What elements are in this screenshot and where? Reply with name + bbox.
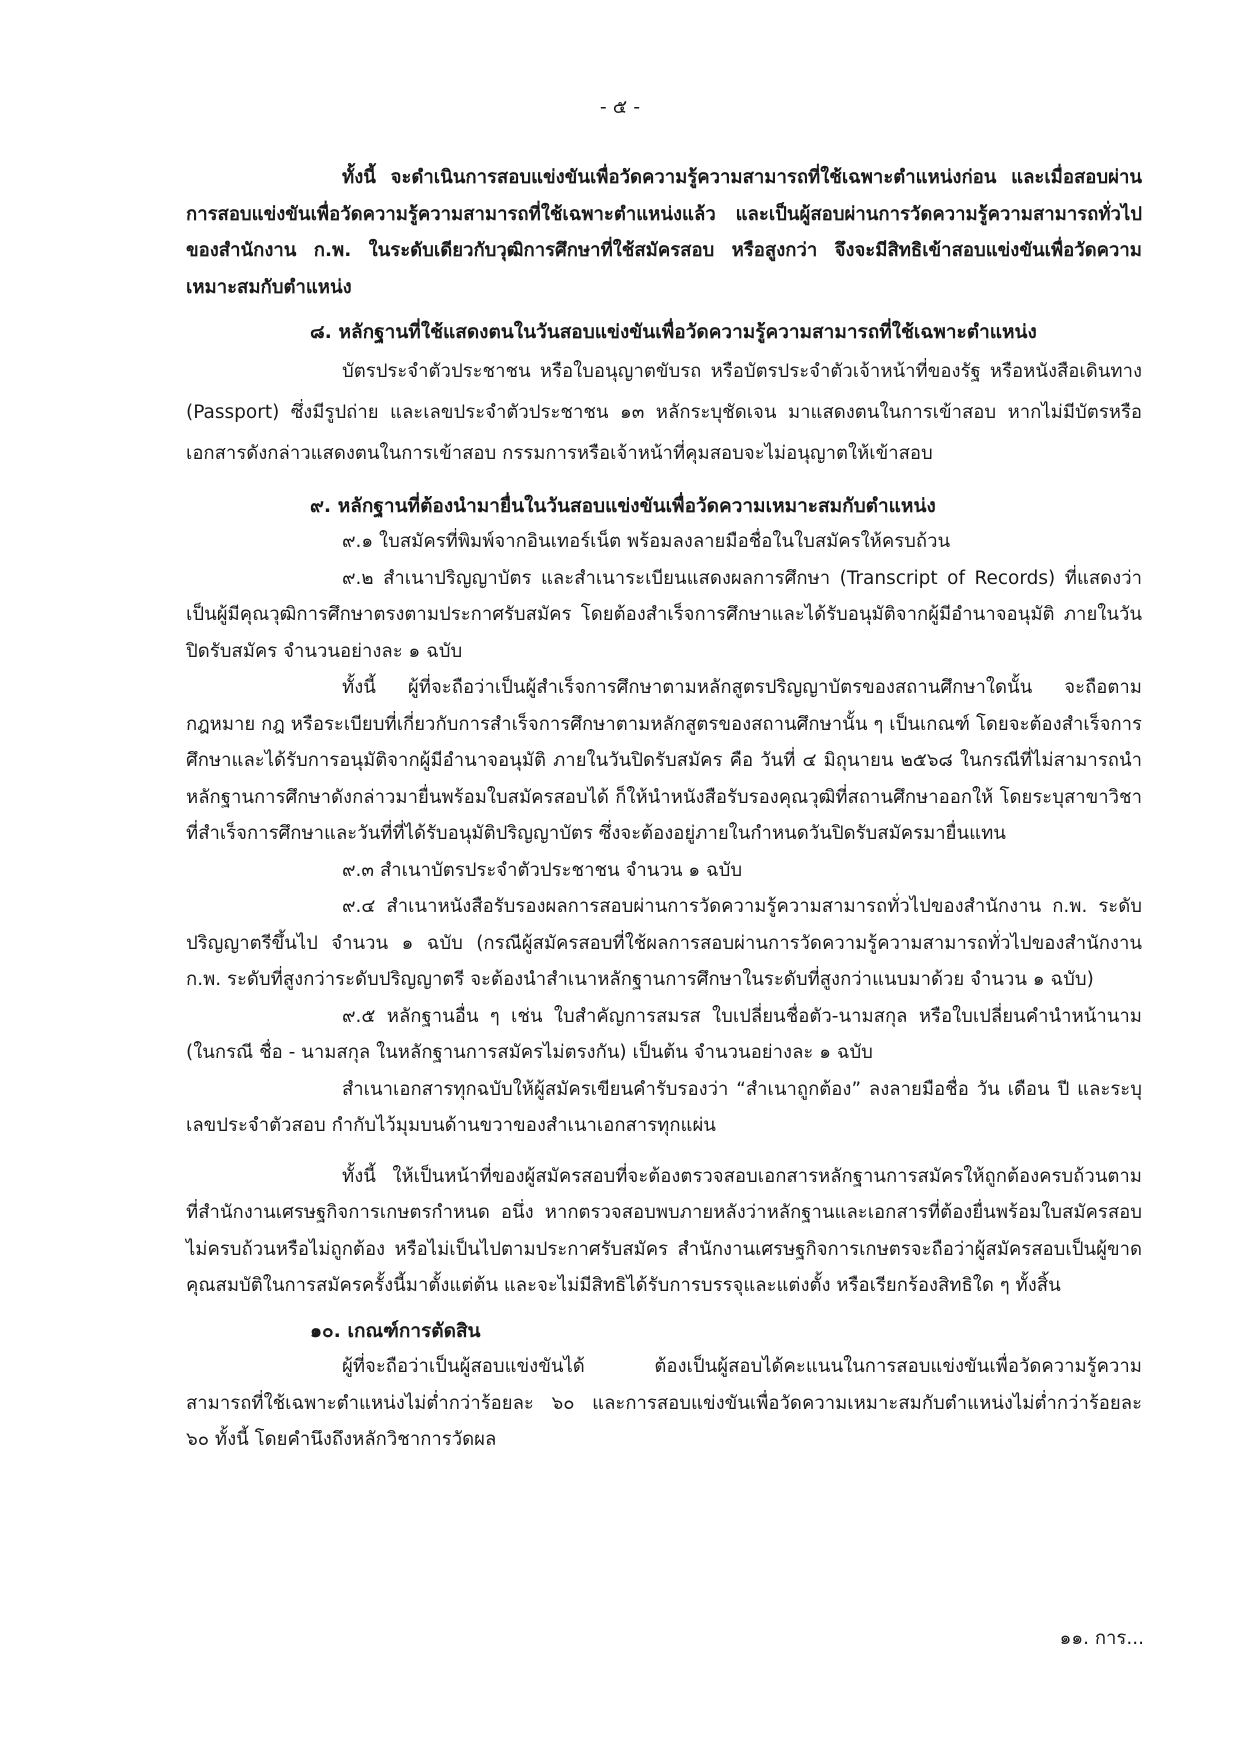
section-9-item-4: ๙.๔ สำเนาหนังสือรับรองผลการสอบผ่านการวัดความรู้ความสามารถทั่วไปของสำนักงาน ก.พ. ระดับปริญญาตรีขึ้นไป จำนวน ๑ ฉบับ (กรณีผู้สมัครสอบที่ใช้ผลการสอบผ่านการวัดความรู้ความสามารถทั่วไปของสำนักงาน ก.พ. ระดับที่สูงกว่าระดับปริญญาตรี จะต้องนำสำเนาหลักฐานการศึกษาในระดับที่สูงกว่าแนบมาด้วย จำนวน ๑ ฉบับ) (186, 896, 1142, 990)
section-8-heading: ๘. หลักฐานที่ใช้แสดงตนในวันสอบแข่งขันเพื่อวัดความรู้ความสามารถที่ใช้เฉพาะตำแหน่ง (310, 321, 1037, 343)
section-9-responsibility: ทั้งนี้ ให้เป็นหน้าที่ของผู้สมัครสอบที่จะต้องตรวจสอบเอกสารหลักฐานการสมัครให้ถูกต้องครบถ้วนตามที่สำนักงานเศรษฐกิจการเกษตรกำหนด อนึ่ง หากตรวจสอบพบภายหลังว่าหลักฐานและเอกสารที่ต้องยื่นพร้อมใบสมัครสอบไม่ครบถ้วนหรือไม่ถูกต้อง หรือไม่เป็นไปตามประกาศรับสมัคร สำนักงานเศรษฐกิจการเกษตรจะถือว่าผู้สมัครสอบเป็นผู้ขาดคุณสมบัติในการสมัครครั้งนี้มาตั้งแต่ต้น และจะไม่มีสิทธิได้รับการบรรจุและแต่งตั้ง หรือเรียกร้องสิทธิใด ๆ ทั้งสิ้น (186, 1165, 1142, 1296)
next-page-marker: ๑๑. การ... (1059, 1628, 1144, 1649)
section-9-certify: สำเนาเอกสารทุกฉบับให้ผู้สมัครเขียนคำรับรองว่า “สำเนาถูกต้อง” ลงลายมือชื่อ วัน เดือน ปี และระบุเลขประจำตัวสอบ กำกับไว้มุมบนด้านขวาของสำเนาเอกสารทุกแผ่น (186, 1078, 1142, 1136)
page-number: - ๕ - (599, 96, 641, 118)
section-10-heading: ๑๐. เกณฑ์การตัดสิน (310, 1319, 481, 1342)
section-9-item-3: ๙.๓ สำเนาบัตรประจำตัวประชาชน จำนวน ๑ ฉบับ (342, 859, 743, 881)
section-9-item-2-note: ทั้งนี้ ผู้ที่จะถือว่าเป็นผู้สำเร็จการศึกษาตามหลักสูตรปริญญาบัตรของสถานศึกษาใดนั้น จะถือตามกฎหมาย กฎ หรือระเบียบที่เกี่ยวกับการสำเร็จการศึกษาตามหลักสูตรของสถานศึกษานั้น ๆ เป็นเกณฑ์ โดยจะต้องสำเร็จการศึกษาและได้รับการอนุมัติจากผู้มีอำนาจอนุมัติ ภายในวันปิดรับสมัคร คือ วันที่ ๔ มิถุนายน ๒๕๖๘ ในกรณีที่ไม่สามารถนำหลักฐานการศึกษาดังกล่าวมายื่นพร้อมใบสมัครสอบได้ ก็ให้นำหนังสือรับรองคุณวุฒิที่สถานศึกษาออกให้ โดยระบุสาขาวิชาที่สำเร็จการศึกษาและวันที่ที่ได้รับอนุมัติปริญญาบัตร ซึ่งจะต้องอยู่ภายในกำหนดวันปิดรับสมัครมายื่นแทน (186, 677, 1142, 844)
section-8-body: บัตรประจำตัวประชาชน หรือใบอนุญาตขับรถ หรือบัตรประจำตัวเจ้าหน้าที่ของรัฐ หรือหนังสือเดินทาง (Passport) ซึ่งมีรูปถ่าย และเลขประจำตัวประชาชน ๑๓ หลักระบุชัดเจน มาแสดงตนในการเข้าสอบ หากไม่มีบัตรหรือเอกสารดังกล่าวแสดงตนในการเข้าสอบ กรรมการหรือเจ้าหน้าที่คุมสอบจะไม่อนุญาตให้เข้าสอบ (186, 360, 1142, 464)
section-10-body: ผู้ที่จะถือว่าเป็นผู้สอบแข่งขันได้ ต้องเป็นผู้สอบได้คะแนนในการสอบแข่งขันเพื่อวัดความรู้ความสามารถที่ใช้เฉพาะตำแหน่งไม่ต่ำกว่าร้อยละ ๖๐ และการสอบแข่งขันเพื่อวัดความเหมาะสมกับตำแหน่งไม่ต่ำกว่าร้อยละ ๖๐ ทั้งนี้ โดยคำนึงถึงหลักวิชาการวัดผล (186, 1356, 1142, 1450)
intro-paragraph: ทั้งนี้ จะดำเนินการสอบแข่งขันเพื่อวัดความรู้ความสามารถที่ใช้เฉพาะตำแหน่งก่อน และเมื่อสอบผ่านการสอบแข่งขันเพื่อวัดความรู้ความสามารถที่ใช้เฉพาะตำแหน่งแล้ว และเป็นผู้สอบผ่านการวัดความรู้ความสามารถทั่วไปของสำนักงาน ก.พ. ในระดับเดียวกับวุฒิการศึกษาที่ใช้สมัครสอบ หรือสูงกว่า จึงจะมีสิทธิเข้าสอบแข่งขันเพื่อวัดความเหมาะสมกับตำแหน่ง (186, 167, 1142, 298)
section-9-item-1: ๙.๑ ใบสมัครที่พิมพ์จากอินเทอร์เน็ต พร้อมลงลายมือชื่อในใบสมัครให้ครบถ้วน (342, 531, 951, 552)
section-9-heading: ๙. หลักฐานที่ต้องนำมายื่นในวันสอบแข่งขันเพื่อวัดความเหมาะสมกับตำแหน่ง (310, 494, 936, 517)
section-9-item-2: ๙.๒ สำเนาปริญญาบัตร และสำเนาระเบียนแสดงผลการศึกษา (Transcript of Records) ที่แสดงว่าเป็นผู้มีคุณวุฒิการศึกษาตรงตามประกาศรับสมัคร โดยต้องสำเร็จการศึกษาและได้รับอนุมัติจากผู้มีอำนาจอนุมัติ ภายในวันปิดรับสมัคร จำนวนอย่างละ ๑ ฉบับ (186, 567, 1142, 662)
section-9-item-5: ๙.๕ หลักฐานอื่น ๆ เช่น ใบสำคัญการสมรส ใบเปลี่ยนชื่อตัว-นามสกุล หรือใบเปลี่ยนคำนำหน้านาม (ในกรณี ชื่อ - นามสกุล ในหลักฐานการสมัครไม่ตรงกัน) เป็นต้น จำนวนอย่างละ ๑ ฉบับ (186, 1005, 1142, 1063)
document-body (186, 160, 1142, 1459)
